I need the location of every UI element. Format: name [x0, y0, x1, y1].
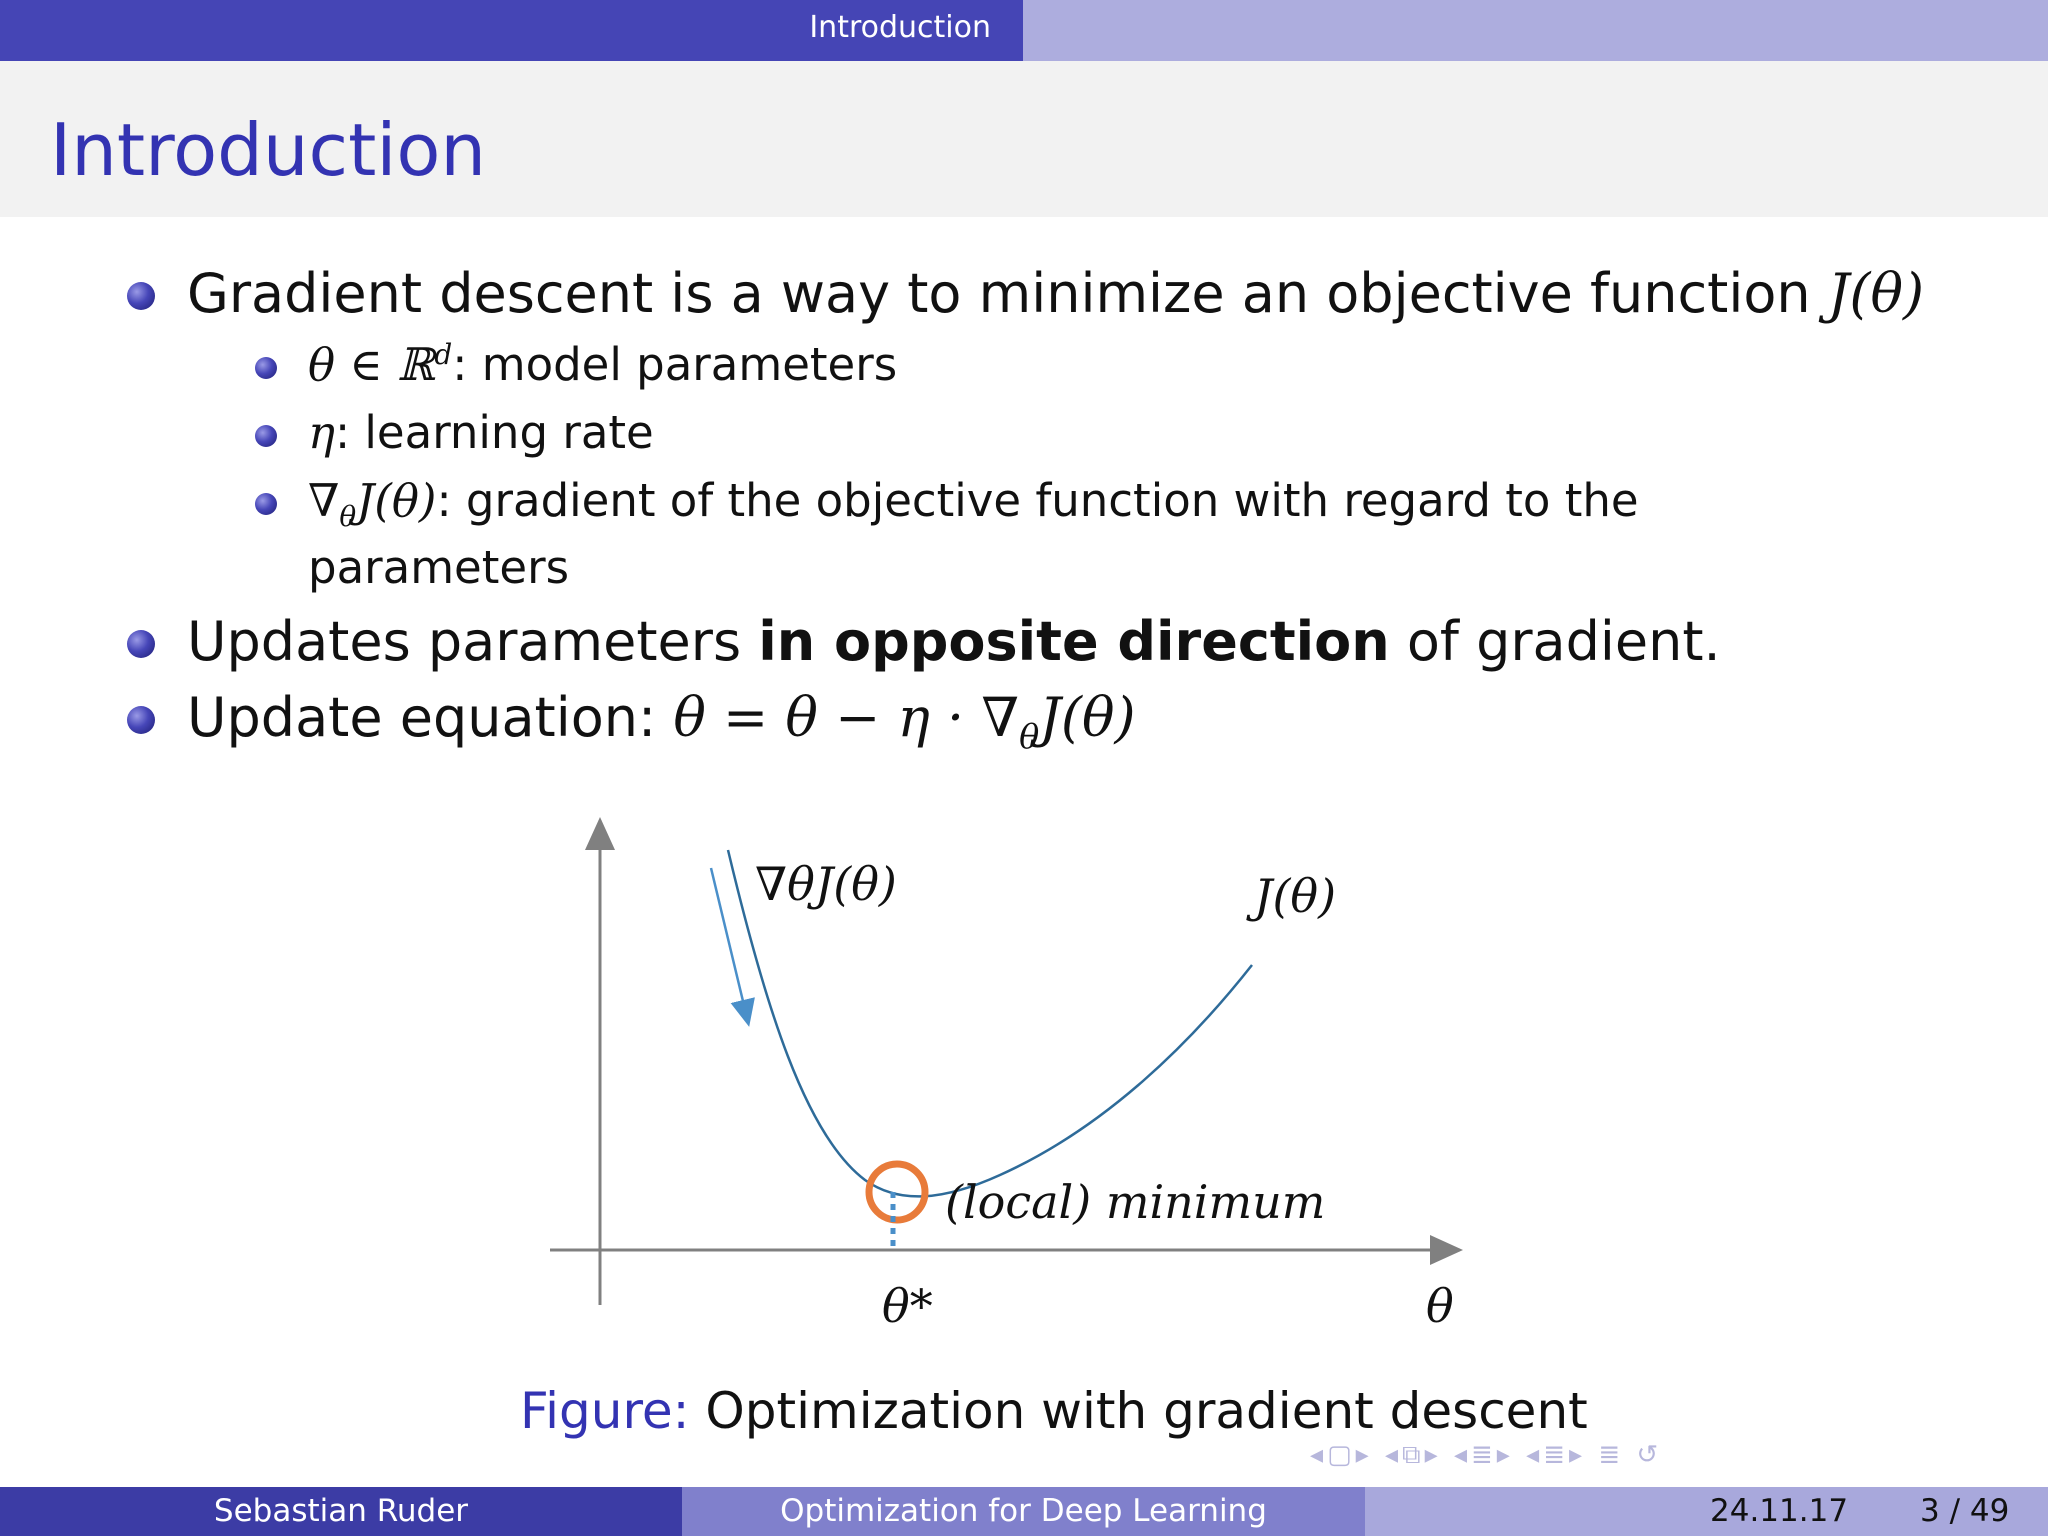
- caption-text: Optimization with gradient descent: [689, 1382, 1588, 1440]
- bullet-math-sup: d: [434, 338, 453, 371]
- bullet-math: J(θ): [1039, 686, 1136, 749]
- footer-author: Sebastian Ruder: [0, 1487, 682, 1536]
- bullet-text: Gradient descent is a way to minimize an objective function: [187, 262, 1828, 325]
- gradient-descent-figure: [540, 800, 1480, 1360]
- gradient-arrow: [711, 868, 748, 1022]
- nav-section-current[interactable]: [0, 0, 1023, 61]
- beamer-navigation-symbols: [1310, 1440, 1662, 1471]
- bullet-text: : gradient of the objective function with regard to the: [436, 474, 1639, 527]
- footer-bar: [0, 1487, 2048, 1536]
- nav-subsection-icon[interactable]: ⧉: [1402, 1440, 1425, 1470]
- bullet-math: J(θ): [1827, 262, 1925, 325]
- nav-prev-subsection-icon[interactable]: ◂: [1384, 1440, 1403, 1470]
- minimum-label: (local) minimum: [945, 1175, 1326, 1229]
- bullet-text: : learning rate: [334, 406, 654, 459]
- bullet-ball-icon: [127, 282, 155, 310]
- frame-title-bar: [0, 61, 2048, 217]
- bullet-math: θ = θ − η · ∇: [673, 686, 1020, 749]
- bullet-update-equation: [187, 686, 1136, 756]
- nav-next-frame-icon[interactable]: ▸: [1355, 1440, 1373, 1470]
- nav-frame-icon[interactable]: ▢: [1327, 1440, 1356, 1470]
- subbullet-learning-rate: [308, 406, 654, 459]
- nav-section-icon[interactable]: ≣: [1471, 1440, 1497, 1470]
- footer-date: 24.11.17: [1710, 1493, 1849, 1529]
- theta-star-label: θ*: [882, 1279, 933, 1333]
- footer-title: Optimization for Deep Learning: [682, 1487, 1365, 1536]
- caption-label: Figure:: [520, 1382, 690, 1440]
- bullet-text: : model parameters: [452, 338, 898, 391]
- top-nav-bar: [0, 0, 2048, 61]
- subbullet-parameters: [308, 338, 897, 391]
- bullet-ball-icon: [255, 493, 277, 515]
- bullet-ball-icon: [127, 706, 155, 734]
- theta-axis-label: θ: [1426, 1279, 1454, 1333]
- subbullet-gradient: [308, 474, 1639, 533]
- bullet-text: Updates parameters: [187, 610, 759, 673]
- bullet-text: of gradient.: [1389, 610, 1721, 673]
- nav-prev-section-icon[interactable]: ◂: [1453, 1440, 1471, 1470]
- bullet-text: parameters: [308, 541, 570, 594]
- bullet-math: ∇: [308, 474, 340, 527]
- nav-section-label: Introduction: [809, 10, 991, 45]
- nav-prev-doc-icon[interactable]: ◂: [1526, 1440, 1544, 1470]
- nav-next-doc-icon[interactable]: ▸: [1568, 1440, 1587, 1470]
- nav-doc-icon[interactable]: ≣: [1543, 1440, 1569, 1470]
- bullet-gradient-descent: [187, 262, 1924, 325]
- footer-page-number: 3 / 49: [1920, 1493, 2010, 1529]
- nav-next-section-icon[interactable]: ▸: [1496, 1440, 1514, 1470]
- bullet-text-bold: in opposite direction: [758, 610, 1390, 673]
- gradient-label: ∇θJ(θ): [755, 857, 897, 911]
- minimum-circle: [869, 1164, 925, 1220]
- nav-search-icon[interactable]: ↺: [1636, 1440, 1663, 1470]
- bullet-ball-icon: [255, 357, 277, 379]
- frame-title: Introduction: [50, 108, 487, 192]
- curve-label: J(θ): [1254, 869, 1337, 923]
- bullet-math-sub: θ: [1019, 716, 1040, 756]
- nav-next-subsection-icon[interactable]: ▸: [1424, 1440, 1442, 1470]
- bullet-math: θ ∈ ℝ: [308, 338, 435, 391]
- bullet-math: J(θ): [356, 474, 437, 527]
- bullet-text: Update equation:: [187, 686, 674, 749]
- footer-date-page: [1365, 1487, 2048, 1536]
- bullet-ball-icon: [127, 630, 155, 658]
- nav-toc-icon[interactable]: ≣: [1598, 1440, 1625, 1470]
- nav-prev-frame-icon[interactable]: ◂: [1310, 1440, 1328, 1470]
- figure-caption: [520, 1382, 1588, 1440]
- bullet-opposite-direction: [187, 610, 1721, 673]
- bullet-math-sub: θ: [339, 500, 357, 533]
- bullet-math: η: [308, 406, 335, 459]
- subbullet-gradient-continued: [308, 541, 569, 594]
- bullet-ball-icon: [255, 425, 277, 447]
